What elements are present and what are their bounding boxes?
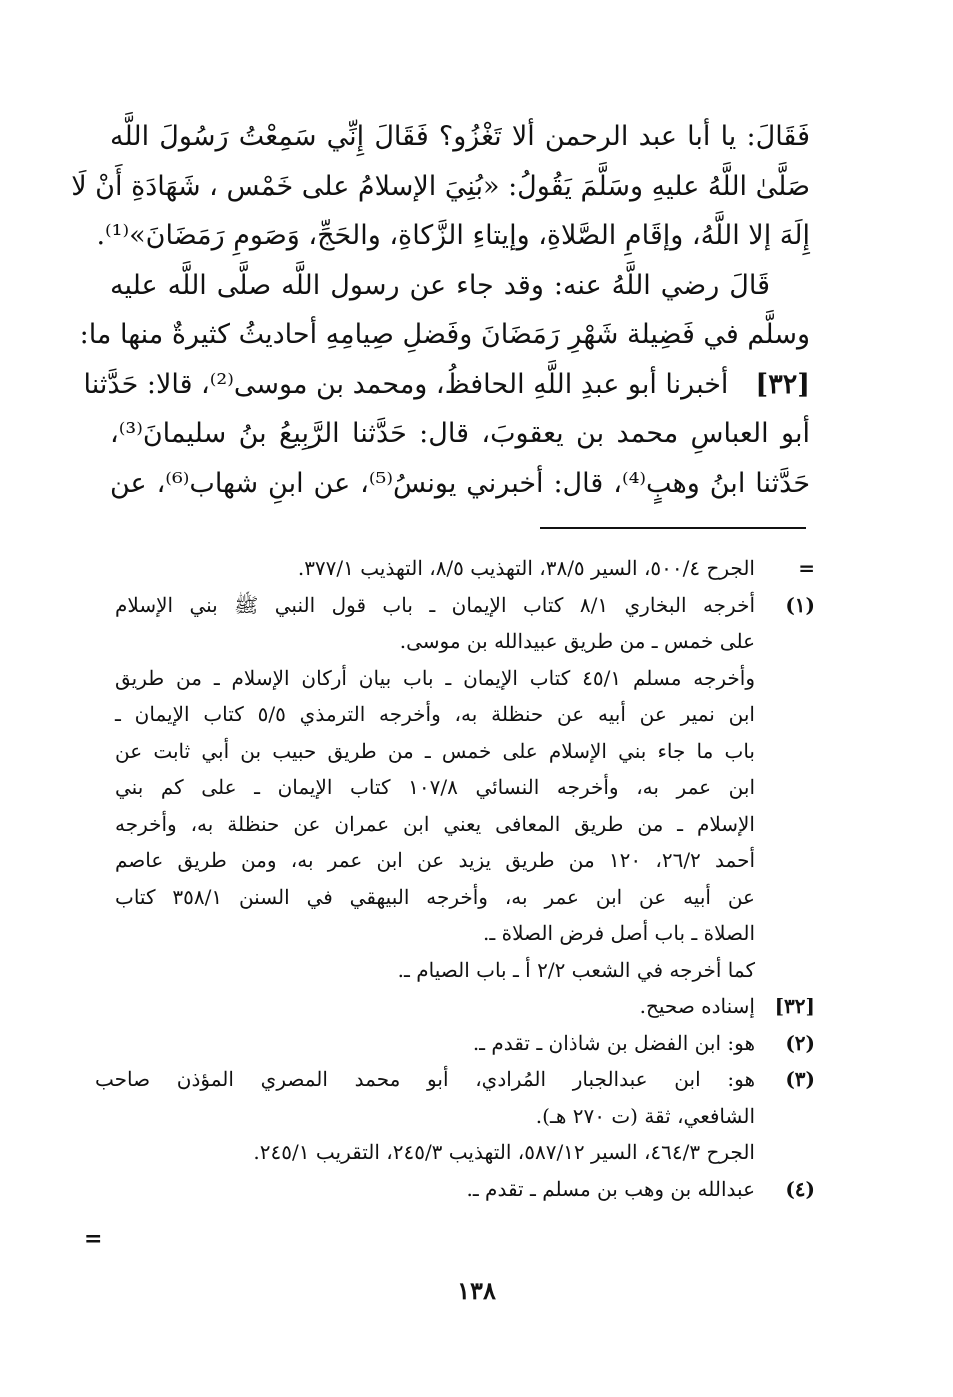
footnote-separator [540,527,806,529]
footnote-row [115,1134,815,1171]
footnote-marker: [٣٢] [774,994,815,1018]
footnote-row [115,952,815,989]
footnote-marker: = [798,556,815,580]
footnote-row [115,915,815,952]
footnote-marker: (١) [785,592,815,617]
continuation-marker: = [84,1226,103,1252]
footnote-text: ابن عمر به، وأخرجه النسائي ١٠٧/٨ كتاب الإيمان ـ على كم بني [115,775,756,799]
page-number: ١٣٨ [457,1276,496,1305]
footnote-text: كما أخرجه في الشعب ٢/٢ أ ـ باب الصيام ـ. [397,957,755,982]
footnote-text: الشافعي، ثقة (ت ٢٧٠ هـ). [535,1103,755,1128]
footnote-row [115,733,815,770]
footnote-text: عن أبيه عن ابن عمر به، وأخرجه البيهقي في السنن ٣٥٨/١ كتاب [115,884,755,909]
main-line: أبو العباسِ محمد بن يعقوبَ، قال: حَدَّثنا الرَّبِيعُ بنُ سليمانَ⁽³⁾، [110,418,810,449]
footnote-row [115,696,815,733]
footnote-row [115,842,815,879]
footnote-row [115,660,815,697]
main-line-text: أخبرنا أبو عبدِ اللَّهِ الحافظُ، ومحمد بن موسى⁽²⁾، قالا: حَدَّثنا [83,368,729,400]
footnote-text: ابن نمير عن أبيه عن حنظلة به، وأخرجه الترمذي ٥/٥ كتاب الإيمان ـ [115,702,755,726]
main-line: حَدَّثنا ابنُ وهبٍ⁽⁴⁾، قال: أخبرني يونسُ⁽⁵⁾، عن ابنِ شهاب⁽⁶⁾، عن [110,467,811,499]
footnote-text: الجرح ٥٠٠/٤، السير ٣٨/٥، التهذيب ٨/٥، التهذيب ٣٧٧/١. [297,556,755,580]
footnote-text: هو: ابن عبدالجبار المُرادي، أبو محمد المصري المؤذن صاحب [95,1067,755,1091]
footnote-row [115,1025,815,1062]
hadith-line [83,360,810,410]
footnote-marker: (٣) [785,1067,815,1091]
main-line: فَقَالَ: يا أبا عبد الرحمن ألا تَغْزُو؟ فَقَالَ إِنِّي سَمِعْتُ رَسُولَ اللَّه [110,121,810,152]
footnote-row [115,550,815,587]
footnote-row [115,1171,815,1208]
footnote-row [115,806,815,843]
footnote-row [115,879,815,916]
main-line: صَلَّىٰ اللَّهُ عليهِ وسَلَّمَ يَقُولُ: «بُنِيَ الإسلامُ على خَمْس ، شَهَادَةِ أَنْ لَا [71,170,810,202]
footnote-text: عبدالله بن وهب بن مسلم ـ تقدم ـ. [466,1176,755,1201]
main-line: وسلَّم في فَضِيلة شَهْرِ رَمَضَانَ وفَضلِ صِيامِهِ أحاديثُ كثيرةٌ منها ما: [79,319,810,350]
footnotes [95,550,815,1207]
footnote-row [115,988,815,1025]
hadith-number: [٣٢] [755,368,810,400]
main-text [71,112,811,508]
footnote-row [115,587,815,624]
footnote-row [115,1098,815,1135]
main-line: إِلَهَ إلا اللَّهُ، وإقَامِ الصَّلاةِ، وإيتاءِ الزَّكاةِ، والحَجِّ، وَصَومِ رَمَضَانَ»⁽¹⁾. [96,220,810,251]
footnote-text: باب ما جاء بني الإسلام على خمس ـ من طريق حبيب بن أبي ثابت عن [115,738,755,763]
footnote-text: أحمد ٢٦/٢، ١٢٠ من طريق يزيد عن ابن عمر به، ومن طريق عاصم [115,848,755,872]
main-line: قَالَ رضي اللَّهُ عنه: وقد جاء عن رسول اللَّه صلَّى اللَّه عليه [110,269,770,301]
footnote-text: هو: ابن الفضل بن شاذان ـ تقدم ـ. [472,1030,755,1055]
footnote-text: الإسلام ـ من طريق المعافى يعني ابن عمران عن حنظلة به، وأخرجه [115,811,755,836]
footnote-text: وأخرجه مسلم ٤٥/١ كتاب الإيمان ـ باب بيان أركان الإسلام ـ من طريق [115,665,755,690]
footnote-marker: (٢) [785,1030,815,1055]
footnote-row [115,623,815,660]
footnote-row [95,1061,815,1098]
footnote-text: إسناده صحيح. [639,994,755,1018]
footnote-text: على خمس ـ من طريق عبيدالله بن موسى. [399,629,755,653]
footnote-text: الجرح ٤٦٤/٣، السير ٥٨٧/١٢، التهذيب ٢٤٥/٣، التقريب ٢٤٥/١. [253,1140,755,1164]
footnote-marker: (٤) [785,1176,815,1201]
footnote-row [115,769,815,806]
footnote-text: الصلاة ـ باب أصل فرض الصلاة ـ. [483,921,755,945]
footnote-text: أخرجه البخاري ٨/١ كتاب الإيمان ـ باب قول النبي ﷺ بني الإسلام [115,592,755,617]
